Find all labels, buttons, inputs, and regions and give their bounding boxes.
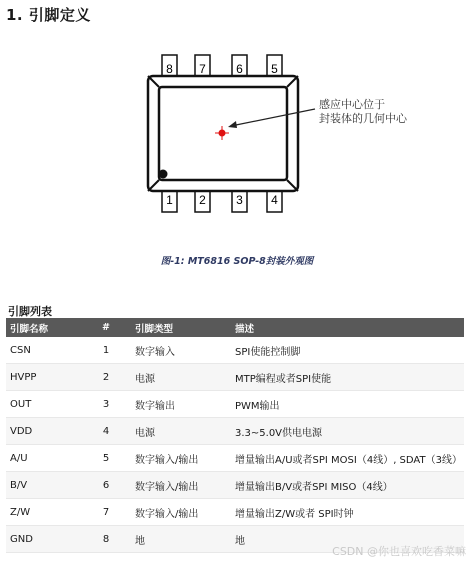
table-row bbox=[6, 445, 464, 472]
cell-description: 3.3~5.0V供电电源 bbox=[231, 418, 464, 445]
cell-pin-number: 1 bbox=[81, 337, 131, 364]
bottom-pin-4 bbox=[267, 191, 282, 212]
pin-label-6: 6 bbox=[236, 62, 243, 76]
cell-pin-name: GND bbox=[6, 526, 81, 553]
table-row bbox=[6, 499, 464, 526]
table-row bbox=[6, 337, 464, 364]
cell-pin-name: Z/W bbox=[6, 499, 81, 526]
bottom-pin-1 bbox=[162, 191, 177, 212]
table-row bbox=[6, 418, 464, 445]
top-pin-6 bbox=[232, 55, 247, 76]
cell-pin-number: 5 bbox=[81, 445, 131, 472]
cell-pin-number: 6 bbox=[81, 472, 131, 499]
table-row bbox=[6, 472, 464, 499]
pin-label-2: 2 bbox=[199, 193, 206, 207]
table-title: 引脚列表 bbox=[8, 305, 52, 318]
cell-pin-name: B/V bbox=[6, 472, 81, 499]
cell-pin-number: 3 bbox=[81, 391, 131, 418]
header-pin-number: # bbox=[81, 318, 131, 337]
cell-pin-number: 2 bbox=[81, 364, 131, 391]
header-pin-name: 引脚名称 bbox=[6, 318, 81, 337]
watermark: CSDN @你也喜欢吃香菜嘛 bbox=[332, 545, 466, 558]
annotation-line-2: 封装体的几何中心 bbox=[319, 112, 407, 125]
cell-pin-number: 7 bbox=[81, 499, 131, 526]
cell-pin-type: 电源 bbox=[131, 364, 231, 391]
sop8-package-diagram bbox=[0, 0, 474, 250]
table-row bbox=[6, 364, 464, 391]
section-title: 1. 引脚定义 bbox=[6, 6, 91, 24]
cell-description: 增量输出A/U或者SPI MOSI（4线）, SDAT（3线） bbox=[231, 445, 464, 472]
cell-description: 增量输出Z/W或者 SPI时钟 bbox=[231, 499, 464, 526]
annotation-line-1: 感应中心位于 bbox=[319, 98, 385, 111]
table-header-row bbox=[6, 318, 464, 337]
figure-caption: 图-1: MT6816 SOP-8封装外观图 bbox=[160, 256, 314, 267]
top-pin-7 bbox=[195, 55, 210, 76]
cell-pin-type: 数字输入/输出 bbox=[131, 499, 231, 526]
pin-label-7: 7 bbox=[199, 62, 206, 76]
cell-description: SPI使能控制脚 bbox=[231, 337, 464, 364]
top-pin-5 bbox=[267, 55, 282, 76]
header-pin-type: 引脚类型 bbox=[131, 318, 231, 337]
pin-table bbox=[6, 318, 464, 553]
cell-description: 地 bbox=[231, 526, 464, 553]
pin-label-5: 5 bbox=[271, 62, 278, 76]
cell-pin-type: 数字输入/输出 bbox=[131, 472, 231, 499]
top-pin-8 bbox=[162, 55, 177, 76]
cell-pin-type: 数字输入/输出 bbox=[131, 445, 231, 472]
bottom-pin-3 bbox=[232, 191, 247, 212]
pin-label-1: 1 bbox=[166, 193, 173, 207]
pin1-indicator-dot bbox=[159, 170, 168, 179]
cell-pin-type: 数字输入 bbox=[131, 337, 231, 364]
cell-description: PWM输出 bbox=[231, 391, 464, 418]
table-row bbox=[6, 391, 464, 418]
cell-pin-name: HVPP bbox=[6, 364, 81, 391]
cell-pin-name: CSN bbox=[6, 337, 81, 364]
cell-description: MTP编程或者SPI使能 bbox=[231, 364, 464, 391]
cell-description: 增量输出B/V或者SPI MISO（4线） bbox=[231, 472, 464, 499]
cell-pin-number: 4 bbox=[81, 418, 131, 445]
pin-label-3: 3 bbox=[236, 193, 243, 207]
cell-pin-name: VDD bbox=[6, 418, 81, 445]
cell-pin-number: 8 bbox=[81, 526, 131, 553]
pin-label-4: 4 bbox=[271, 193, 278, 207]
bottom-pin-2 bbox=[195, 191, 210, 212]
cell-pin-type: 电源 bbox=[131, 418, 231, 445]
cell-pin-type: 数字输出 bbox=[131, 391, 231, 418]
header-description: 描述 bbox=[231, 318, 464, 337]
cell-pin-name: A/U bbox=[6, 445, 81, 472]
cell-pin-name: OUT bbox=[6, 391, 81, 418]
cell-pin-type: 地 bbox=[131, 526, 231, 553]
pin-label-8: 8 bbox=[166, 62, 173, 76]
